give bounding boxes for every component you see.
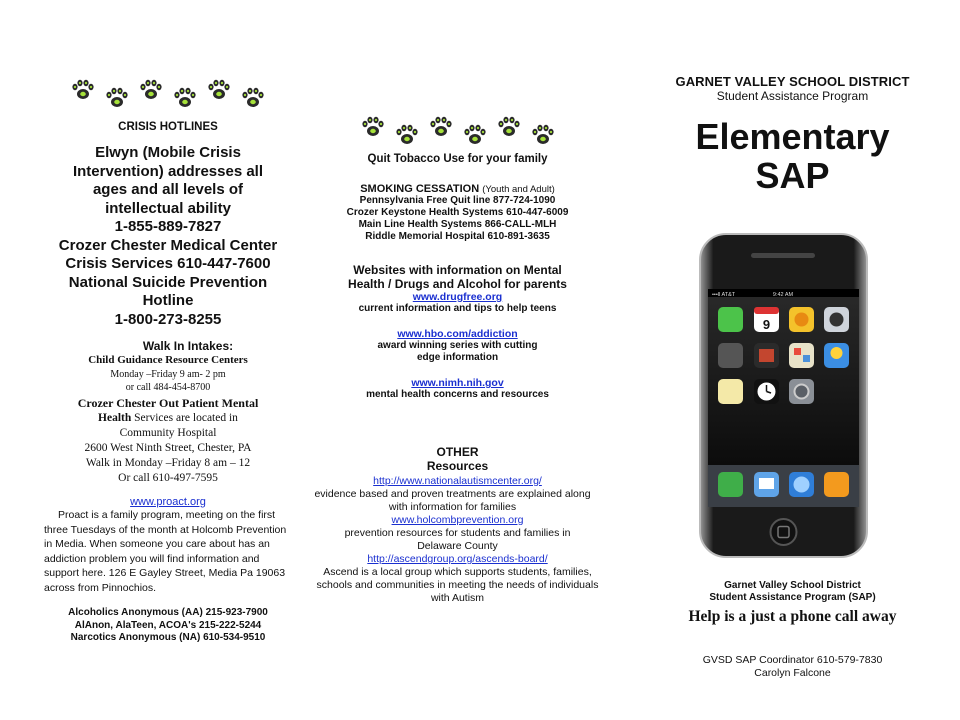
paw-print-icon: [360, 115, 386, 141]
paw-print-icon: [496, 115, 522, 141]
coordinator-name: Carolyn Falcone: [754, 666, 831, 679]
outpatient-line: Walk in Monday –Friday 8 am – 12: [85, 457, 251, 469]
crisis-hotlines-list: [38, 144, 298, 329]
phone-time-label: 9:42 AM: [772, 292, 794, 298]
footer-program: Student Assistance Program (SAP): [709, 592, 876, 603]
outpatient-health-word: Health: [98, 412, 132, 424]
website-description: current information and tips to help teens: [358, 303, 557, 314]
other-link[interactable]: http://www.nationalautismcenter.org/: [373, 475, 542, 487]
other-description: evidence based and proven treatments are explained along with information for families: [314, 488, 591, 513]
smoking-heading-note: (Youth and Adult): [482, 184, 555, 195]
paw-print-icon: [462, 123, 488, 149]
walk-in-heading: Walk In Intakes:: [142, 339, 234, 353]
crisis-hotlines-heading: CRISIS HOTLINES: [118, 121, 218, 133]
hotline-line: Elwyn (Mobile Crisis: [95, 144, 241, 161]
tagline: Help is a just a phone call away: [688, 608, 897, 625]
phone-carrier-label: •••ll AT&T: [712, 292, 736, 298]
paw-prints-decoration: [38, 78, 298, 112]
outpatient-line: Or call 610-497-7595: [118, 472, 218, 484]
program-name: Student Assistance Program: [716, 89, 869, 103]
quit-tobacco-title: Quit Tobacco Use for your family: [367, 153, 548, 165]
website-link[interactable]: www.hbo.com/addiction: [397, 328, 518, 340]
outpatient-name-line2: [38, 411, 298, 426]
title-line-1: Elementary: [695, 116, 890, 157]
walk-in-org: Child Guidance Resource Centers: [88, 354, 248, 366]
other-link[interactable]: http://ascendgroup.org/ascends-board/: [367, 553, 548, 565]
smoking-heading-text: SMOKING CESSATION: [360, 183, 480, 195]
hotline-line: ages and all levels of: [92, 181, 244, 198]
hotline-line: 1-855-889-7827: [114, 218, 222, 235]
hotline-line: National Suicide Prevention: [68, 273, 268, 291]
cover-footer: [640, 580, 945, 679]
paw-prints-decoration: [305, 115, 610, 149]
paw-print-icon: [172, 86, 198, 112]
smoking-line: Pennsylvania Free Quit line 877-724-1090: [359, 195, 556, 206]
website-link[interactable]: www.drugfree.org: [412, 291, 503, 303]
title-line-2: SAP: [755, 155, 830, 196]
website-description: mental health concerns and resources: [366, 389, 549, 400]
outpatient-line: 2600 West Ninth Street, Chester, PA: [84, 442, 252, 454]
calendar-day-label: 9: [762, 317, 771, 332]
hotlines-column: [38, 0, 298, 645]
paw-print-icon: [240, 86, 266, 112]
hotline-line: Crozer Chester Medical Center: [58, 236, 278, 254]
paw-print-icon: [428, 115, 454, 141]
outpatient-services: Services are located in: [134, 412, 238, 424]
support-line: Narcotics Anonymous (NA) 610-534-9510: [70, 632, 266, 643]
support-line: Alcoholics Anonymous (AA) 215-923-7900: [68, 607, 268, 618]
proact-link[interactable]: www.proact.org: [130, 496, 206, 508]
paw-print-icon: [206, 78, 232, 104]
smoking-line: Crozer Keystone Health Systems 610-447-6009: [346, 207, 569, 218]
resources-column: [305, 0, 610, 605]
paw-print-icon: [104, 86, 130, 112]
outpatient-line: Community Hospital: [119, 427, 217, 439]
websites-heading: Websites with information on Mental Health / Drugs and Alcohol for parents: [348, 263, 567, 291]
website-link[interactable]: www.nimh.nih.gov: [411, 377, 504, 389]
support-line: AlAnon, AlaTeen, ACOA's 215-222-5244: [74, 619, 262, 631]
other-description: prevention resources for students and families in Delaware County: [344, 527, 571, 552]
hotline-line: Hotline: [142, 292, 194, 309]
smoking-cessation-heading: [305, 183, 610, 195]
footer-district: Garnet Valley School District: [724, 580, 861, 591]
outpatient-name: Crozer Chester Out Patient Mental: [77, 396, 259, 410]
paw-print-icon: [394, 123, 420, 149]
smoking-line: Riddle Memorial Hospital 610-891-3635: [365, 231, 550, 242]
proact-description: Proact is a family program, meeting on the first three Tuesdays of the month at Holcomb Prevention in Media. When someone you care about has an addiction problem you will find information and support here. 126 E Gayley Street, Media Pa 19063 across from Pinnochios.: [44, 509, 287, 594]
other-description: Ascend is a local group which supports students, families, schools and communities in meeting the needs of individuals with Autism: [316, 566, 599, 604]
paw-print-icon: [138, 78, 164, 104]
paw-print-icon: [70, 78, 96, 104]
coordinator-line: GVSD SAP Coordinator 610-579-7830: [702, 654, 883, 666]
walk-in-hours: Monday –Friday 9 am- 2 pm: [110, 369, 226, 380]
other-link[interactable]: www.holcombprevention.org: [391, 514, 524, 526]
paw-print-icon: [530, 123, 556, 149]
hotline-line: 1-800-273-8255: [114, 310, 222, 328]
district-name: GARNET VALLEY SCHOOL DISTRICT: [675, 74, 910, 89]
smartphone-illustration: [699, 233, 868, 558]
hotline-line: Intervention) addresses all: [72, 162, 264, 180]
smoking-line: Main Line Health Systems 866-CALL-MLH: [358, 219, 557, 230]
hotline-line: intellectual ability: [105, 199, 231, 217]
walk-in-phone: or call 484-454-8700: [125, 382, 211, 393]
website-description: award winning series with cutting edge information: [377, 340, 538, 363]
other-heading: OTHER: [436, 445, 479, 459]
hotline-line: Crisis Services 610-447-7600: [65, 255, 271, 272]
resources-heading: Resources: [426, 459, 489, 473]
